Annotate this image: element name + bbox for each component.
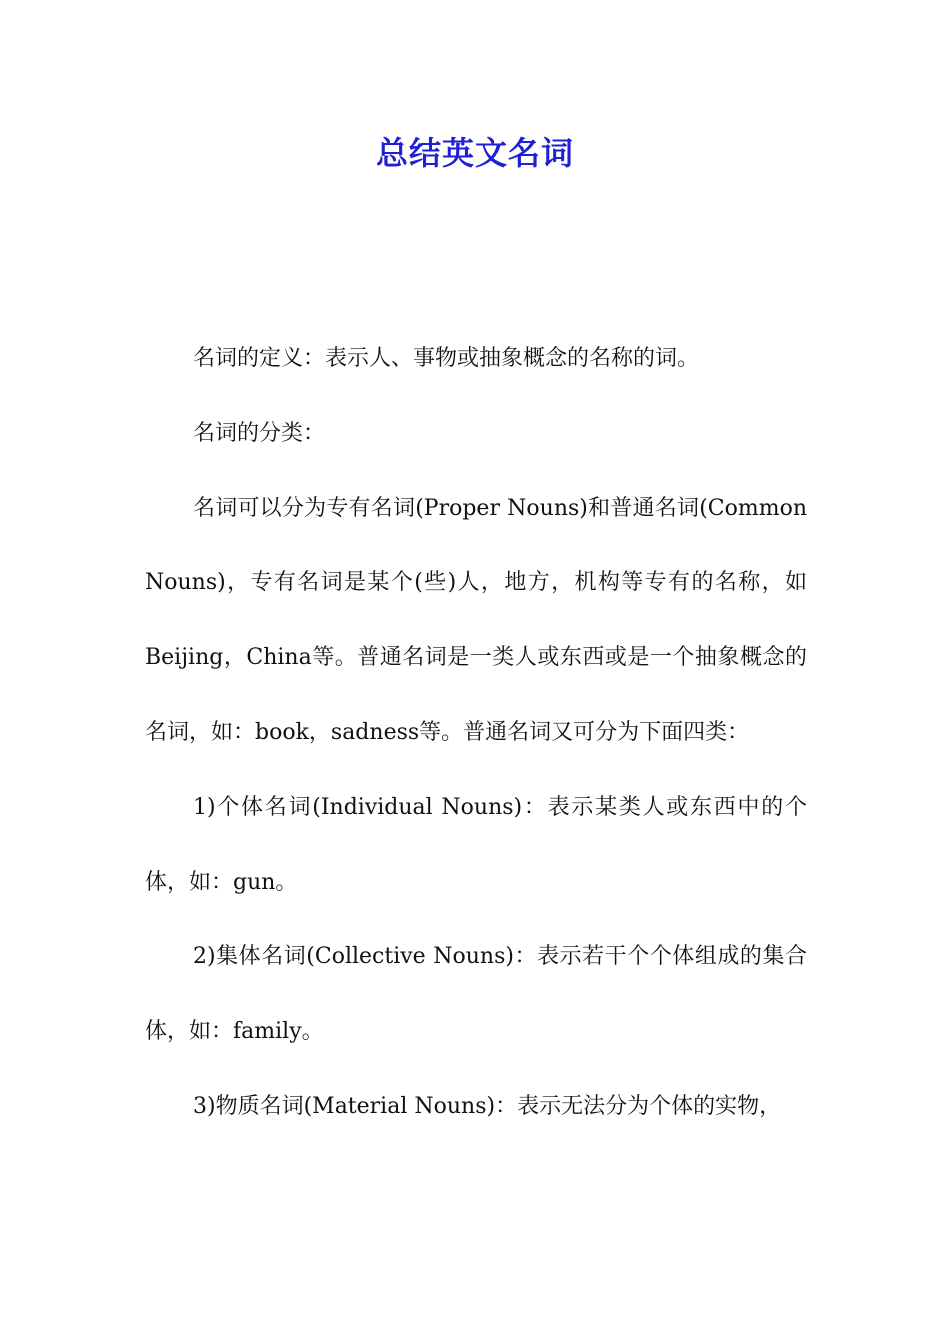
paragraph-individual-nouns: 1)个体名词(Individual Nouns)：表示某类人或东西中的个体，如：gun。 [145, 794, 807, 895]
paragraph-definition: 名词的定义：表示人、事物或抽象概念的名称的词。 [193, 346, 700, 371]
paragraph-collective-nouns: 2)集体名词(Collective Nouns)：表示若干个个体组成的集合体，如：family。 [145, 944, 807, 1045]
document-body [145, 322, 807, 1145]
document-title: 总结英文名词 [375, 134, 574, 172]
paragraph-classification-heading: 名词的分类： [193, 420, 326, 446]
paragraph-proper-common-nouns: 名词可以分为专有名词(Proper Nouns)和普通名词(Common Nouns)，专有名词是某个(些)人，地方，机构等专有的名称，如Beijing，China等。普通名词是一类人或东西或是一个抽象概念的名词，如：book，sadness等。普通名词又可分为下面四类： [145, 495, 807, 745]
paragraph-material-nouns: 3)物质名词(Material Nouns)：表示无法分为个体的实物， [193, 1093, 782, 1119]
